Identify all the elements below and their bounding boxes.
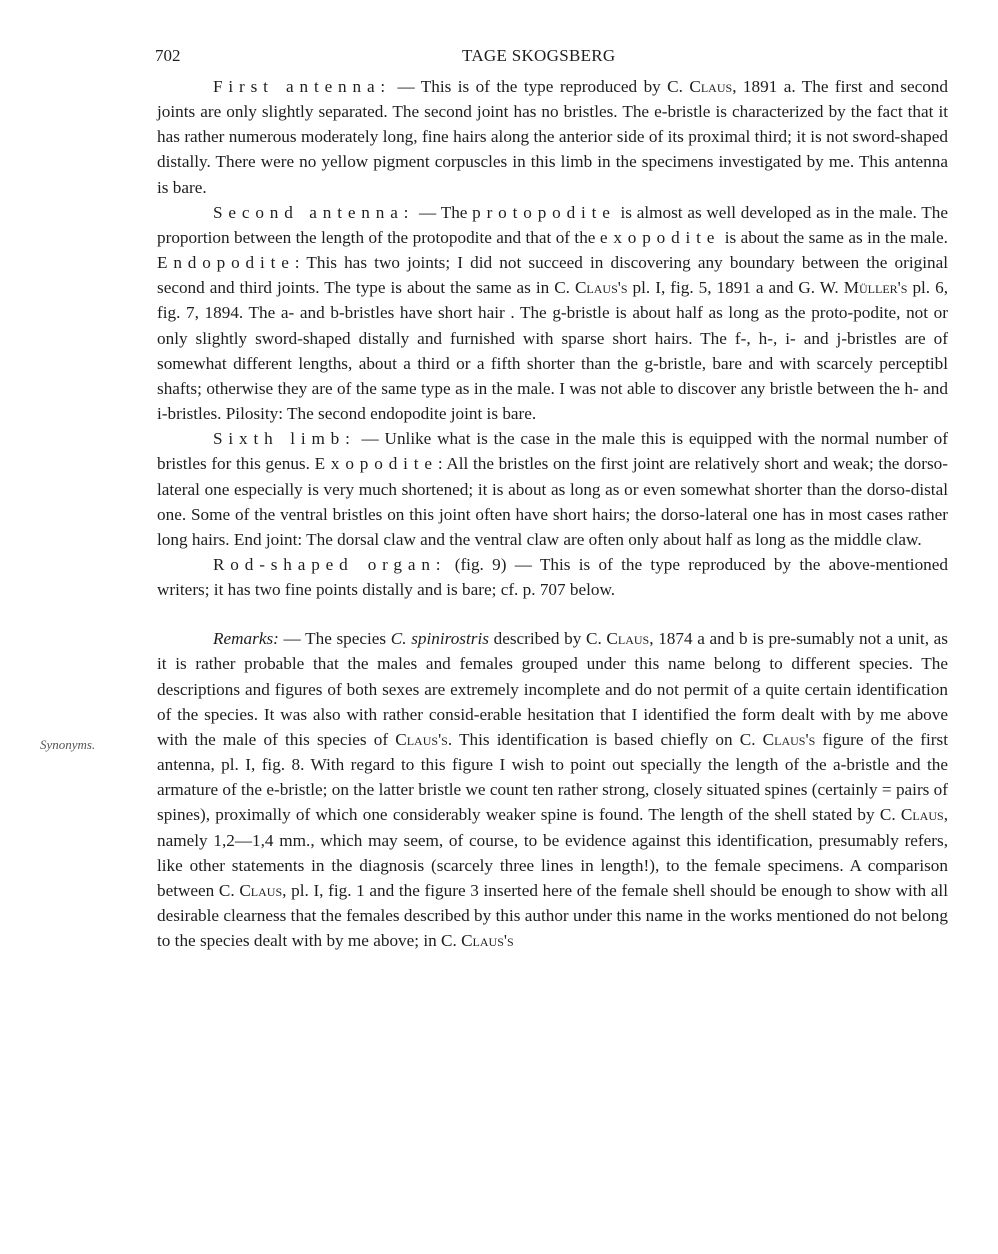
paragraph-second-antenna (157, 200, 948, 426)
author-name: Claus (606, 629, 650, 649)
heading-remarks: Remarks: (213, 629, 279, 649)
heading-rod-shaped-organ: Rod-shaped organ: (213, 554, 447, 574)
paragraph-sixth-limb (157, 426, 948, 552)
text-run: is about the same as in the male. (720, 227, 948, 247)
text-run: — This is of the type reproduced by C. (391, 77, 690, 96)
term-exopodite: Exopodite (314, 454, 438, 474)
text-run: (fig. 9) — This is of the type reproduced by the above-mentioned writers; it has two fine points distally and is bare; cf. p. 707 below. (157, 554, 948, 600)
heading-sixth-limb: Sixth limb: (213, 429, 356, 449)
heading-first-antenna: First antenna: (213, 77, 392, 96)
paragraph-rod-shaped-organ (157, 552, 948, 602)
heading-second-antenna: Second antenna: (213, 202, 415, 222)
author-name: Claus's (574, 278, 628, 298)
page-number: 702 (155, 46, 181, 65)
page-header (0, 46, 998, 70)
text-run: — Unlike what is the case in the male this is equipped with the normal number of bristles for this genus. (157, 429, 948, 474)
text-run: , pl. I, fig. 1 and the figure 3 inserted here of the female shell should be enough to show with all desirable clearness that the females described by this author under this name in the works mentioned do not belong to the species dealt with by me above; in C. (157, 880, 948, 951)
text-run: , 1874 a and b is pre-sumably not a unit, as it is rather probable that the males and females grouped under this name belong to different species. The descriptions and figures of both sexes are extremely incomplete and do not permit of a quite certain identification of the species. It was also with rather consid-erable hesitation that I identified the form dealt with by me above with the male of this species of (157, 629, 948, 749)
term-protopodite: protopodite (472, 202, 616, 222)
text-run: — The (414, 202, 473, 222)
author-name: Claus (239, 880, 283, 900)
text-run: , namely 1,2—1,4 mm., which may seem, of course, to be evidence against this identification, presumably refers, like other statements in the diagnosis (scarcely three lines in length!), to the female specimens. A comparison between C. (157, 805, 948, 900)
text-run: described by C. (488, 629, 607, 649)
term-exopodite: exopodite (599, 227, 721, 247)
text-run: pl. 6, fig. 7, 1894. The a- and b-bristles have short hair . The g-bristle is about half as long as the proto-podite, not or only slightly sword-shaped distally and furnished with sparse short hairs. The f-, h-, i- and j-bristles are of somewhat different lengths, about a third or a fifth shorter than the g-bristle, bare and with scarcely perceptibl shafts; otherwise they are of the same type as in the male. I was not able to discover any bristle between the h- and i-bristles. Pilosity: The second endopodite joint is bare. (157, 278, 949, 424)
margin-note-synonyms: Synonyms. (40, 737, 96, 752)
paragraph-remarks (157, 626, 948, 953)
text-run: . This identification is based chiefly on C. (447, 729, 763, 749)
author-name: Müller's (843, 278, 908, 298)
author-name: Claus's (461, 931, 514, 951)
text-run: figure of the first antenna, pl. I, fig. 8. With regard to this figure I wish to point out specially the length of the a-bristle and the armature of the e-bristle; on the latter bristle we count ten rather strong, closely situated spines (certainly = pairs of spines), proximally of which one considerably weaker spine is found. The length of the shell stated by C. (157, 729, 948, 825)
paragraph-first-antenna (157, 74, 948, 200)
text-run: pl. I, fig. 5, 1891 a and G. W. (627, 278, 844, 298)
text-run: , 1891 a. The first and second joints are only slightly separated. The second joint has no bristles. The e-bristle is characterized by the fact that it has rather numerous moderately long, fine hairs along the anterior side of its proximal third; it is not sword-shaped distally. There were no yellow pigment corpuscles in this limb in the specimens investigated by me. This antenna is bare. (157, 77, 948, 197)
author-name: Claus's (395, 729, 448, 749)
text-run: : This has two joints; I did not succeed in discovering any boundary between the original second and third joints. The type is about the same as in C. (157, 253, 948, 298)
body-text (157, 74, 948, 953)
term-endopodite: Endopodite (157, 253, 295, 273)
author-name: Claus's (762, 729, 816, 749)
text-run: : All the bristles on the first joint are relatively short and weak; the dorso-lateral one especially is very much shortened; it is about as long as or even somewhat shorter than the dorso-distal one. Some of the ventral bristles on this joint often have short hairs; the dorso-lateral one has in most cases rather long hairs. End joint: The dorsal claw and the ventral claw are often only about half as long as the middle claw. (157, 454, 948, 549)
running-title: TAGE SKOGSBERG (462, 46, 616, 65)
author-name: Claus (689, 77, 733, 96)
species-name: C. spinirostris (390, 629, 489, 649)
author-name: Claus (900, 805, 944, 825)
text-run: — The species (278, 629, 391, 649)
text-run: is almost as well developed as in the male. The proportion between the length of the protopodite and that of the (157, 202, 948, 247)
